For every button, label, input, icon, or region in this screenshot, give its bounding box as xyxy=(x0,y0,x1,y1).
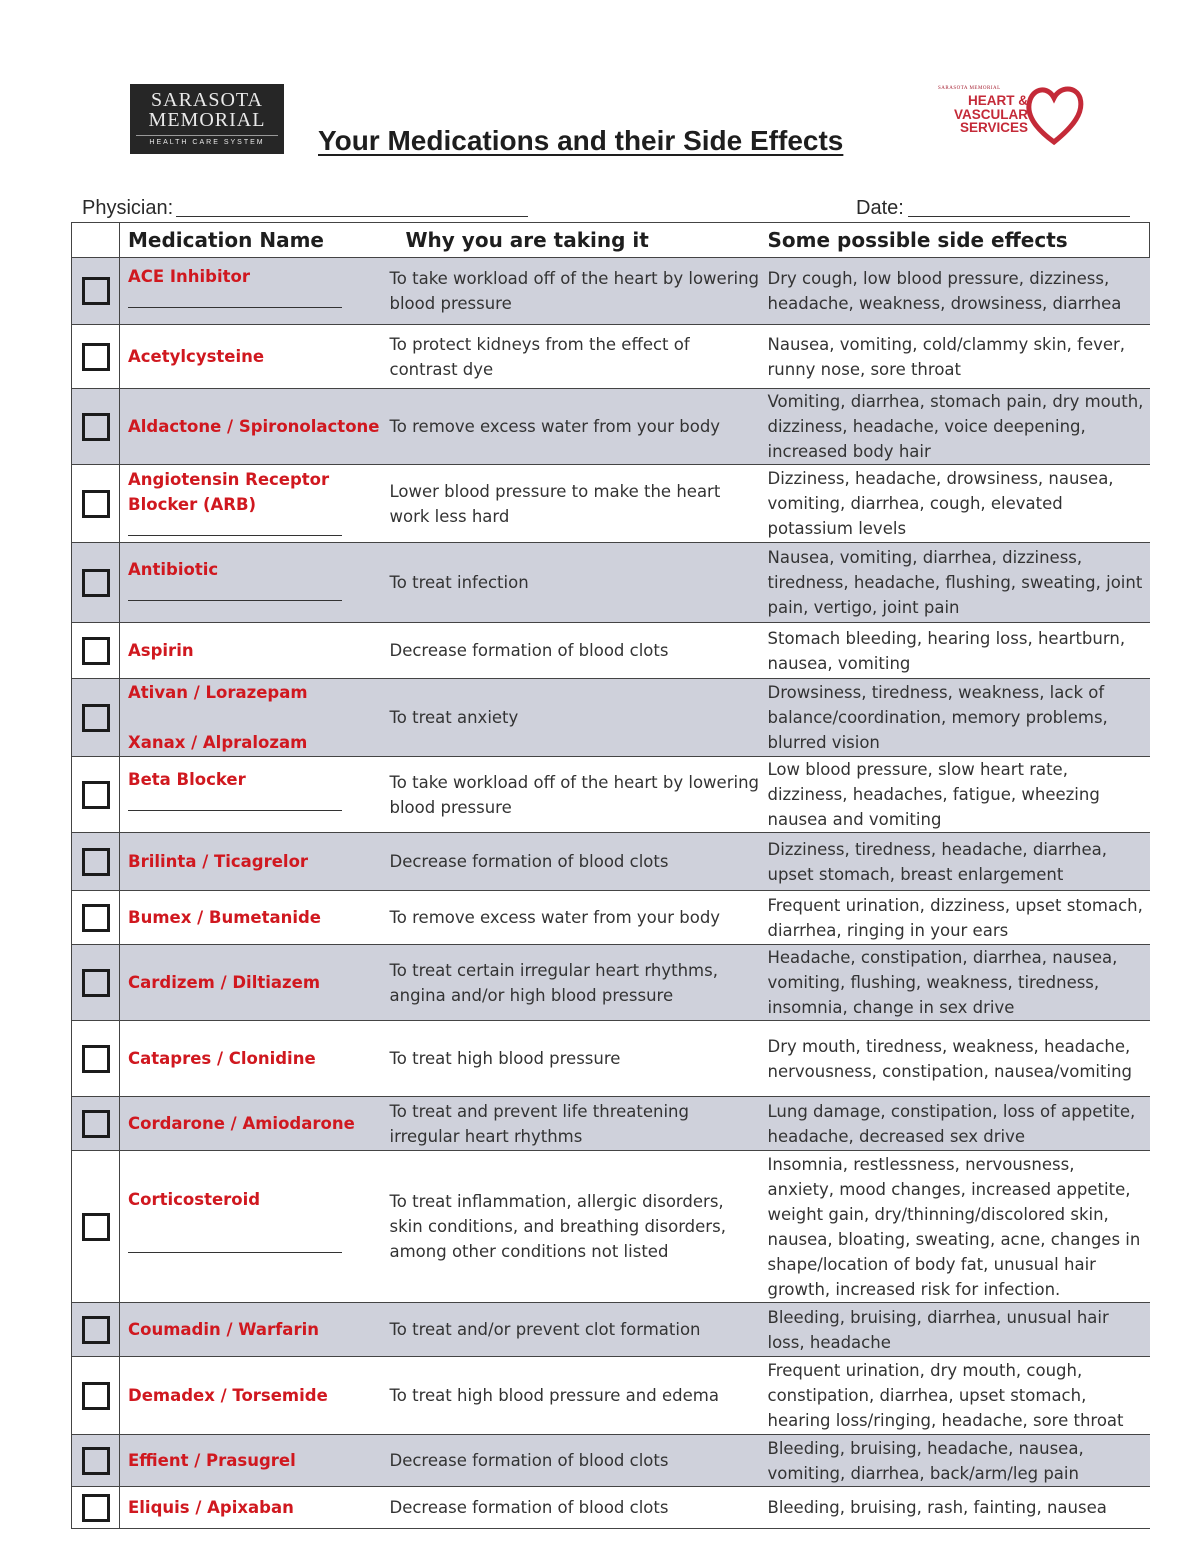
medication-name: Antibiotic xyxy=(128,560,219,579)
medication-checkbox[interactable] xyxy=(82,569,110,597)
table-row xyxy=(72,891,1150,945)
medication-name: Aspirin xyxy=(120,623,384,679)
medication-checkbox[interactable] xyxy=(82,781,110,809)
medication-side-effects: Drowsiness, tiredness, weakness, lack of balance/coordination, memory problems, blurred vision xyxy=(762,679,1150,757)
physician-blank-line xyxy=(176,216,528,217)
medication-why: To take workload off of the heart by lowering blood pressure xyxy=(384,757,762,833)
medication-why: To protect kidneys from the effect of contrast dye xyxy=(384,325,762,389)
medication-side-effects: Low blood pressure, slow heart rate, dizziness, headaches, fatigue, wheezing nausea and vomiting xyxy=(762,757,1150,833)
medication-name: Eliquis / Apixaban xyxy=(120,1487,384,1529)
table-row xyxy=(72,1151,1150,1303)
logo-line-3: HEALTH CARE SYSTEM xyxy=(136,135,278,146)
medication-name-cell xyxy=(120,543,384,623)
page-title: Your Medications and their Side Effects xyxy=(318,125,844,156)
medication-side-effects: Vomiting, diarrhea, stomach pain, dry mouth, dizziness, headache, voice deepening, increased body hair xyxy=(762,389,1150,465)
row-checkbox-cell xyxy=(72,389,120,465)
row-checkbox-cell xyxy=(72,1357,120,1435)
header-medication-name: Medication Name xyxy=(120,223,384,258)
header-checkbox-col xyxy=(72,223,120,258)
medication-name: Catapres / Clonidine xyxy=(120,1021,384,1097)
logo-line-1: SARASOTA xyxy=(151,89,263,111)
medication-why: Decrease formation of blood clots xyxy=(384,1435,762,1487)
medication-why: To treat inflammation, allergic disorders, skin conditions, and breathing disorders, among other conditions not listed xyxy=(384,1151,762,1303)
table-row xyxy=(72,623,1150,679)
medication-side-effects: Nausea, vomiting, diarrhea, dizziness, tiredness, headache, flushing, sweating, joint pain, vertigo, joint pain xyxy=(762,543,1150,623)
medication-checkbox[interactable] xyxy=(82,704,110,732)
medication-side-effects: Nausea, vomiting, cold/clammy skin, fever, runny nose, sore throat xyxy=(762,325,1150,389)
medication-why: Decrease formation of blood clots xyxy=(384,1487,762,1529)
medication-name: Brilinta / Ticagrelor xyxy=(120,833,384,891)
row-checkbox-cell xyxy=(72,623,120,679)
medication-name-cell xyxy=(120,1151,384,1303)
row-checkbox-cell xyxy=(72,543,120,623)
row-checkbox-cell xyxy=(72,945,120,1021)
medication-checkbox[interactable] xyxy=(82,490,110,518)
medication-why: To remove excess water from your body xyxy=(384,389,762,465)
medication-name-alt: Xanax / Alpralozam xyxy=(128,733,308,752)
table-header-row xyxy=(72,223,1150,258)
heart-logo-line-3: SERVICES xyxy=(959,120,1028,135)
table-row xyxy=(72,1487,1150,1529)
header-why: Why you are taking it xyxy=(384,223,762,258)
table-row xyxy=(72,1303,1150,1357)
medication-why: To treat high blood pressure xyxy=(384,1021,762,1097)
table-row xyxy=(72,1435,1150,1487)
medication-checkbox[interactable] xyxy=(82,1213,110,1241)
medication-side-effects: Dizziness, headache, drowsiness, nausea, vomiting, diarrhea, cough, elevated potassium levels xyxy=(762,465,1150,543)
medication-why: To treat and/or prevent clot formation xyxy=(384,1303,762,1357)
medication-checkbox[interactable] xyxy=(82,1447,110,1475)
heart-logo-text xyxy=(940,94,1028,135)
medication-name: Coumadin / Warfarin xyxy=(120,1303,384,1357)
medication-name: Cordarone / Amiodarone xyxy=(120,1097,384,1151)
medication-name: Beta Blocker xyxy=(128,770,246,789)
medication-name: Cardizem / Diltiazem xyxy=(120,945,384,1021)
medication-name: ACE Inhibitor xyxy=(128,267,251,286)
sarasota-memorial-logo xyxy=(130,84,284,154)
medication-why: Decrease formation of blood clots xyxy=(384,623,762,679)
table-row xyxy=(72,258,1150,325)
medication-checkbox[interactable] xyxy=(82,637,110,665)
physician-field[interactable] xyxy=(82,197,173,220)
medication-why: To take workload off of the heart by lowering blood pressure xyxy=(384,258,762,325)
medication-side-effects: Bleeding, bruising, rash, fainting, nausea xyxy=(762,1487,1150,1529)
medication-side-effects: Dry mouth, tiredness, weakness, headache, nervousness, constipation, nausea/vomiting xyxy=(762,1021,1150,1097)
write-in-line[interactable] xyxy=(128,517,342,536)
medication-name: Acetylcysteine xyxy=(120,325,384,389)
row-checkbox-cell xyxy=(72,325,120,389)
medication-name-cell xyxy=(120,465,384,543)
medication-checkbox[interactable] xyxy=(82,904,110,932)
medication-name-cell xyxy=(120,258,384,325)
logo-line-2: MEMORIAL xyxy=(148,109,266,131)
medication-name: Bumex / Bumetanide xyxy=(120,891,384,945)
table-row xyxy=(72,1021,1150,1097)
medication-name: Angiotensin Receptor Blocker (ARB) xyxy=(128,470,330,514)
medication-side-effects: Stomach bleeding, hearing loss, heartburn, nausea, vomiting xyxy=(762,623,1150,679)
table-row xyxy=(72,543,1150,623)
row-checkbox-cell xyxy=(72,891,120,945)
medication-checkbox[interactable] xyxy=(82,969,110,997)
medication-name-cell xyxy=(120,679,384,757)
medication-side-effects: Frequent urination, dizziness, upset stomach, diarrhea, ringing in your ears xyxy=(762,891,1150,945)
row-checkbox-cell xyxy=(72,1021,120,1097)
medication-checkbox[interactable] xyxy=(82,1494,110,1522)
medication-checkbox[interactable] xyxy=(82,1045,110,1073)
row-checkbox-cell xyxy=(72,1487,120,1529)
medication-checkbox[interactable] xyxy=(82,277,110,305)
medication-side-effects: Frequent urination, dry mouth, cough, constipation, diarrhea, upset stomach, hearing loss/ringing, headache, sore throat xyxy=(762,1357,1150,1435)
row-checkbox-cell xyxy=(72,465,120,543)
medication-side-effects: Bleeding, bruising, diarrhea, unusual hair loss, headache xyxy=(762,1303,1150,1357)
medication-why: To treat infection xyxy=(384,543,762,623)
row-checkbox-cell xyxy=(72,757,120,833)
medication-why: To treat high blood pressure and edema xyxy=(384,1357,762,1435)
medication-why: Lower blood pressure to make the heart work less hard xyxy=(384,465,762,543)
medication-name: Effient / Prasugrel xyxy=(120,1435,384,1487)
table-row xyxy=(72,757,1150,833)
medication-checkbox[interactable] xyxy=(82,848,110,876)
table-row xyxy=(72,833,1150,891)
medication-why: To treat and prevent life threatening irregular heart rhythms xyxy=(384,1097,762,1151)
medication-name-cell xyxy=(120,757,384,833)
heart-logo-top-text: SARASOTA MEMORIAL xyxy=(938,86,1001,91)
physician-label: Physician: xyxy=(82,197,174,219)
heart-vascular-logo xyxy=(936,80,1086,150)
medication-checkbox[interactable] xyxy=(82,1382,110,1410)
date-field[interactable] xyxy=(856,197,904,220)
heart-logo-line-2: VASCULAR xyxy=(954,106,1028,122)
row-checkbox-cell xyxy=(72,1097,120,1151)
row-checkbox-cell xyxy=(72,258,120,325)
write-in-line[interactable] xyxy=(128,582,342,601)
medication-side-effects: Headache, constipation, diarrhea, nausea, vomiting, flushing, weakness, tiredness, insomnia, change in sex drive xyxy=(762,945,1150,1021)
medication-name: Corticosteroid xyxy=(128,1190,261,1209)
heart-logo-line-1: HEART & xyxy=(968,93,1028,108)
medication-name: Aldactone / Spironolactone xyxy=(120,389,384,465)
table-row xyxy=(72,1097,1150,1151)
write-in-line[interactable] xyxy=(128,289,342,308)
row-checkbox-cell xyxy=(72,1303,120,1357)
medication-side-effects: Insomnia, restlessness, nervousness, anxiety, mood changes, increased appetite, weight gain, dry/thinning/discolored skin, nausea, bloating, sweating, acne, changes in shape/location of body fat, unusual hair growth, increased risk for infection. xyxy=(762,1151,1150,1303)
medication-checkbox[interactable] xyxy=(82,1316,110,1344)
medication-why: To treat certain irregular heart rhythms, angina and/or high blood pressure xyxy=(384,945,762,1021)
row-checkbox-cell xyxy=(72,1151,120,1303)
medication-side-effects: Dizziness, tiredness, headache, diarrhea, upset stomach, breast enlargement xyxy=(762,833,1150,891)
medication-name: Ativan / Lorazepam xyxy=(128,683,308,702)
date-blank-line xyxy=(908,216,1130,217)
table-row xyxy=(72,945,1150,1021)
medications-table xyxy=(71,222,1150,1529)
table-row xyxy=(72,1357,1150,1435)
medication-name: Demadex / Torsemide xyxy=(120,1357,384,1435)
row-checkbox-cell xyxy=(72,1435,120,1487)
medication-side-effects: Dry cough, low blood pressure, dizziness, headache, weakness, drowsiness, diarrhea xyxy=(762,258,1150,325)
date-label: Date: xyxy=(856,197,904,219)
write-in-line[interactable] xyxy=(128,792,342,811)
medication-checkbox[interactable] xyxy=(82,343,110,371)
medication-side-effects: Bleeding, bruising, headache, nausea, vomiting, diarrhea, back/arm/leg pain xyxy=(762,1435,1150,1487)
medication-side-effects: Lung damage, constipation, loss of appetite, headache, decreased sex drive xyxy=(762,1097,1150,1151)
table-row xyxy=(72,679,1150,757)
header-side-effects: Some possible side effects xyxy=(762,223,1150,258)
row-checkbox-cell xyxy=(72,833,120,891)
medication-why: To remove excess water from your body xyxy=(384,891,762,945)
row-checkbox-cell xyxy=(72,679,120,757)
table-row xyxy=(72,465,1150,543)
medication-checkbox[interactable] xyxy=(82,413,110,441)
medication-why: Decrease formation of blood clots xyxy=(384,833,762,891)
write-in-line[interactable] xyxy=(128,1212,342,1253)
medication-checkbox[interactable] xyxy=(82,1110,110,1138)
table-row xyxy=(72,389,1150,465)
table-row xyxy=(72,325,1150,389)
medication-why: To treat anxiety xyxy=(384,679,762,757)
heart-icon xyxy=(1024,82,1084,148)
